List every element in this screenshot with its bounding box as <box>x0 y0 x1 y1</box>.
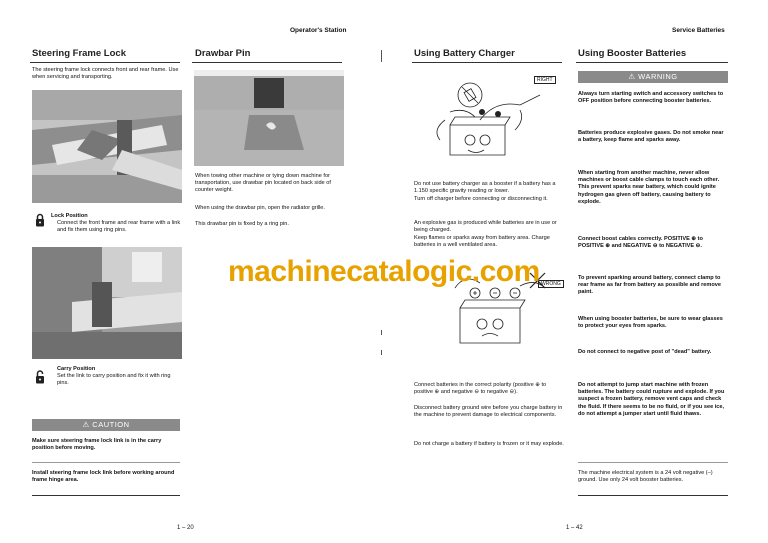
caution-text-2: Install steering frame lock link before working around frame hinge area. <box>32 470 175 484</box>
warning-triangle-icon: ⚠ <box>628 72 636 81</box>
caution-rule-1 <box>32 462 180 463</box>
warning-label: WARNING <box>638 72 678 81</box>
left-page-header: Operator's Station <box>290 27 347 34</box>
drawbar-text-1: When towing other machine or tying down machine for transportation, use drawbar pin located on back side of counter weight. <box>195 173 331 194</box>
page-divider-mark-3 <box>381 350 382 355</box>
caution-banner <box>32 419 180 431</box>
drawbar-title-rule <box>192 62 342 63</box>
watermark: machinecatalogic.com <box>228 255 540 288</box>
charger-text-3: An explosive gas is produced while batteries are in use or being charged. <box>414 220 557 234</box>
booster-warning-7: Do not connect to negative post of "dead" battery. <box>578 349 712 355</box>
battery-right-illustration <box>420 70 560 170</box>
page-divider-mark-1 <box>381 50 382 62</box>
steering-lock-photo <box>32 90 182 203</box>
lock-position-label: Lock Position <box>51 213 88 219</box>
booster-note: The machine electrical system is a 24 volt negative (–) ground. Use only 24 volt booster batteries. <box>578 470 713 484</box>
charger-text-7: Do not charge a battery if battery is frozen or it may explode. <box>414 441 564 447</box>
warning-triangle-icon: ⚠ <box>82 420 90 429</box>
booster-warning-8: Do not attempt to jump start machine with frozen batteries. The battery could rupture and explode. If you suspect a frozen battery, remove vent caps and check the fluid. If there seems to be no fluid, or if you see ice, do not attempt a jumper start until fluid thaws. <box>578 382 725 417</box>
left-page-number: 1 – 20 <box>177 525 194 531</box>
booster-warning-1: Always turn starting switch and accessory switches to OFF position before connecting booster batteries. <box>578 91 724 105</box>
padlock-closed-icon <box>35 213 45 227</box>
right-label: RIGHT <box>537 77 553 83</box>
booster-note-rule <box>578 495 728 496</box>
wrong-label: WRONG <box>541 281 561 287</box>
caution-label: CAUTION <box>92 420 130 429</box>
charger-text-4: Keep flames or sparks away from battery area. Charge batteries in a well ventilated area. <box>414 235 550 249</box>
charger-text-1: Do not use battery charger as a booster if a battery has a 1.150 specific gravity reading or lower. <box>414 181 556 195</box>
right-page-number: 1 – 42 <box>566 525 583 531</box>
booster-batteries-title: Using Booster Batteries <box>578 48 687 59</box>
drawbar-pin-photo <box>194 70 344 166</box>
booster-title-rule <box>576 62 728 63</box>
drawbar-text-2: When using the drawbar pin, open the radiator grille. <box>195 205 325 211</box>
booster-warning-rule <box>578 462 728 463</box>
charger-title-rule <box>412 62 562 63</box>
booster-warning-6: When using booster batteries, be sure to wear glasses to protect your eyes from sparks. <box>578 316 723 330</box>
steering-frame-lock-title: Steering Frame Lock <box>32 48 126 59</box>
steering-carry-photo <box>32 247 182 359</box>
padlock-open-icon <box>35 370 45 384</box>
right-page-header: Service Batteries <box>672 27 725 34</box>
wrong-label-box <box>538 280 564 288</box>
charger-text-2: Turn off charger before connecting or disconnecting it. <box>414 196 548 202</box>
steering-title-rule <box>30 62 180 63</box>
carry-position-text: Set the link to carry position and fix it with ring pins. <box>57 373 171 387</box>
carry-position-label: Carry Position <box>57 366 96 372</box>
drawbar-text-3: This drawbar pin is fixed by a ring pin. <box>195 221 289 227</box>
charger-text-5: Connect batteries in the correct polarity (positive ⊕ to positive ⊕ and negative ⊖ to negative ⊖). <box>414 382 547 396</box>
booster-warning-4: Connect boost cables correctly. POSITIVE ⊕ to POSITIVE ⊕ and NEGATIVE ⊖ to NEGATIVE ⊖. <box>578 236 703 250</box>
caution-text-1: Make sure steering frame lock link is in the carry position before moving. <box>32 438 162 452</box>
right-label-box <box>534 76 556 84</box>
lock-position-text: Connect the front frame and rear frame with a link and fix them using ring pins. <box>57 220 181 234</box>
booster-warning-3: When starting from another machine, never allow machines or boost cable clamps to touch each other. This prevent sparks near battery, which could ignite hydrogen gas given off battery, causing battery to explode. <box>578 170 720 205</box>
booster-warning-2: Batteries produce explosive gases. Do not smoke near a battery, keep flame and sparks away. <box>578 130 724 144</box>
caution-rule-2 <box>32 495 180 496</box>
warning-banner <box>578 71 728 83</box>
page-divider-mark-2 <box>381 330 382 335</box>
battery-charger-title: Using Battery Charger <box>414 48 515 59</box>
booster-warning-5: To prevent sparking around battery, connect clamp to rear frame as far from battery as possible and remove paint. <box>578 275 722 296</box>
steering-intro-text: The steering frame lock connects front and rear frame. Use when servicing and transporting. <box>32 67 179 81</box>
charger-text-6: Disconnect battery ground wire before you charge battery in the machine to prevent damage to electrical components. <box>414 405 563 419</box>
drawbar-pin-title: Drawbar Pin <box>195 48 251 59</box>
